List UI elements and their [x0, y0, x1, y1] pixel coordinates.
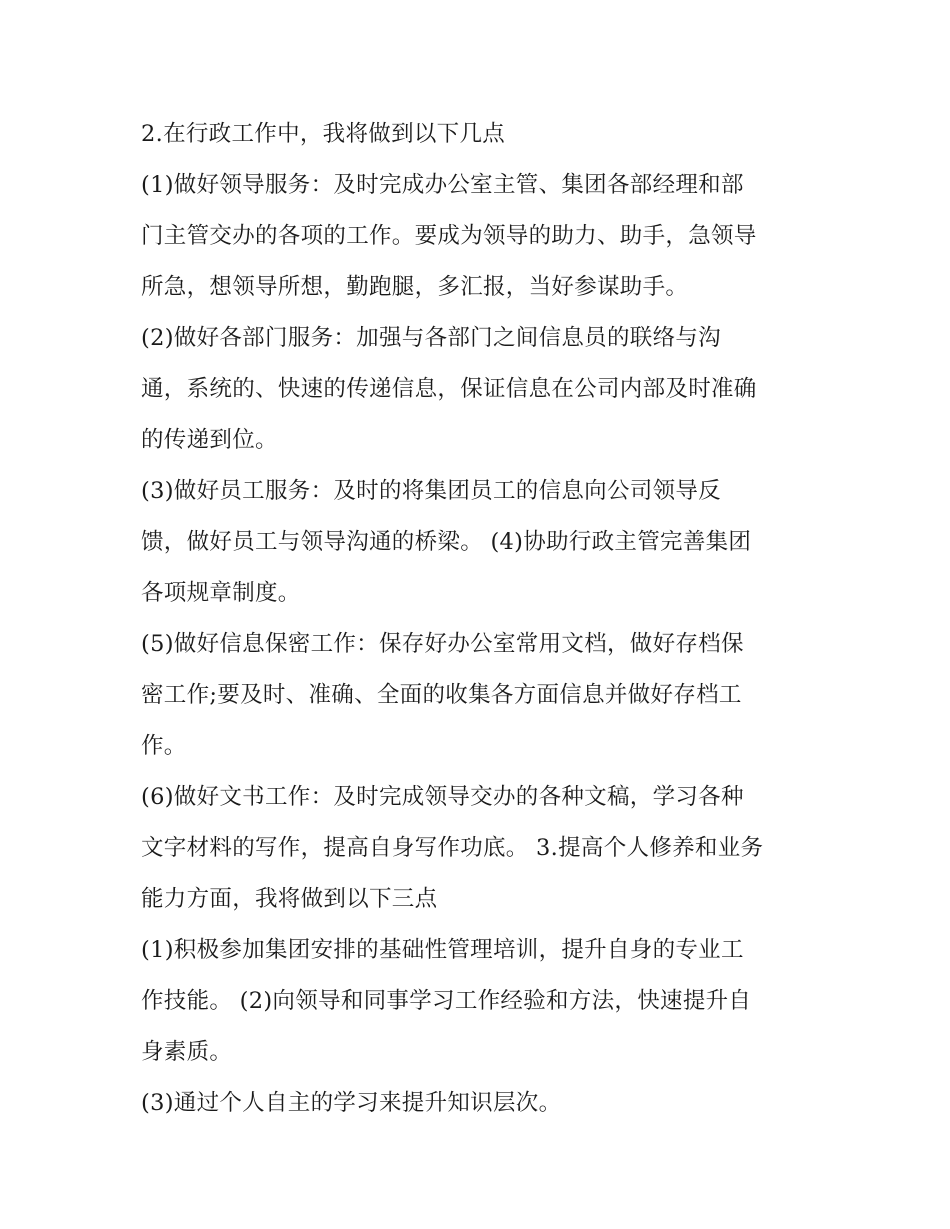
paragraph-line: 门主管交办的各项的工作。要成为领导的助力、助手，急领导: [141, 223, 757, 249]
paragraph-line: 馈，做好员工与领导沟通的桥梁。 (4)协助行政主管完善集团: [141, 529, 752, 555]
paragraph-line: 作。: [141, 733, 187, 759]
paragraph-line: (3)通过个人自主的学习来提升知识层次。: [141, 1090, 562, 1116]
paragraph-line: (3)做好员工服务：及时的将集团员工的信息向公司领导反: [141, 478, 721, 504]
paragraph-line: 文字材料的写作，提高自身写作功底。 3.提高个人修养和业务: [141, 835, 764, 861]
paragraph-line: 作技能。 (2)向领导和同事学习工作经验和方法，快速提升自: [141, 988, 752, 1014]
paragraph-line: 各项规章制度。: [141, 580, 301, 606]
paragraph-line: 身素质。: [141, 1039, 233, 1065]
document-body: [141, 109, 821, 1129]
section-heading-administrative-work: 2.在行政工作中，我将做到以下几点: [141, 121, 506, 147]
paragraph-line: (6)做好文书工作：及时完成领导交办的各种文稿，学习各种: [141, 784, 744, 810]
paragraph-line: (1)积极参加集团安排的基础性管理培训，提升自身的专业工: [141, 937, 744, 963]
paragraph-line: (2)做好各部门服务：加强与各部门之间信息员的联络与沟: [141, 325, 721, 351]
paragraph-line: 所急，想领导所想，勤跑腿，多汇报，当好参谋助手。: [141, 274, 689, 300]
paragraph-line: 的传递到位。: [141, 427, 278, 453]
paragraph-line: (5)做好信息保密工作：保存好办公室常用文档，做好存档保: [141, 631, 744, 657]
paragraph-line: 能力方面，我将做到以下三点: [141, 886, 438, 912]
paragraph-line: 密工作;要及时、准确、全面的收集各方面信息并做好存档工: [141, 682, 742, 708]
paragraph-line: (1)做好领导服务：及时完成办公室主管、集团各部经理和部: [141, 172, 744, 198]
paragraph-line: 通，系统的、快速的传递信息，保证信息在公司内部及时准确: [141, 376, 757, 402]
